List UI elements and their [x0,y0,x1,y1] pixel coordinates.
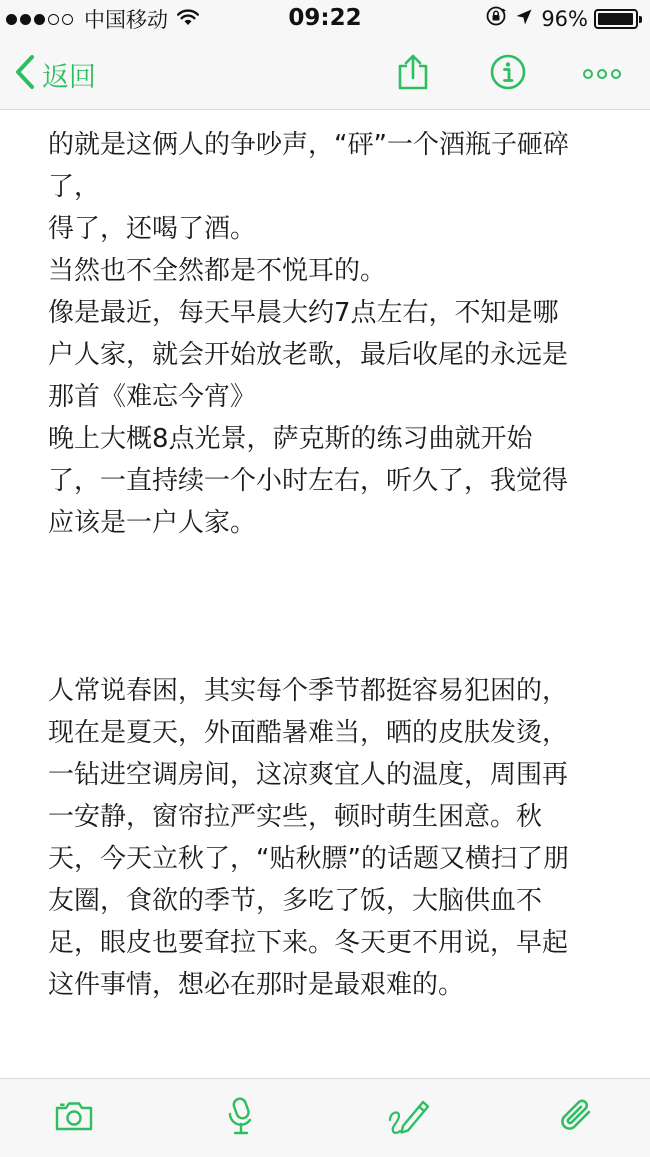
carrier-name: 中国移动 [84,8,168,32]
note-line [48,586,610,628]
note-line: 人常说春困，其实每个季节都挺容易犯困的， [48,676,569,706]
note-line [48,110,610,124]
chevron-left-icon [14,54,36,94]
bottom-toolbar [0,1078,650,1157]
camera-icon [54,1100,94,1136]
note-line: 足，眼皮也要耷拉下来。冬天更不用说，早起 [48,928,569,958]
share-icon [396,53,430,95]
note-line: 像是最近，每天早晨大约7点左右，不知是哪 [48,298,559,328]
note-line: 友圈，食欲的季节，多吃了饭，大脑供血不 [48,886,543,916]
info-icon [489,53,527,95]
note-line [48,628,610,670]
nav-bar [0,38,650,110]
handwriting-icon [387,1096,431,1140]
note-line: 这件事情，想必在那时是最艰难的。 [48,970,465,1000]
voice-button[interactable] [218,1095,264,1141]
attachment-icon [556,1096,596,1140]
location-icon [515,7,533,32]
note-line: 户人家，就会开始放老歌，最后收尾的永远是 [48,340,569,370]
attachment-button[interactable] [553,1095,599,1141]
note-text[interactable] [48,110,610,1006]
note-line: 了， [48,172,101,202]
more-button[interactable] [578,50,626,98]
note-line: 得了，还喝了酒。 [48,214,257,244]
handwriting-button[interactable] [386,1095,432,1141]
status-time: 09:22 [288,5,362,31]
note-line: 应该是一户人家。 [48,508,257,538]
back-label: 返回 [42,61,96,93]
status-right [485,5,638,33]
battery-level [598,13,633,25]
note-line: 晚上大概8点光景，萨克斯的练习曲就开始 [48,424,533,454]
note-line: 那首《难忘今宵》 [48,382,257,412]
note-line: 一钻进空调房间，这凉爽宜人的温度，周围再 [48,760,569,790]
note-line: 了，一直持续一个小时左右，听久了，我觉得 [48,466,569,496]
info-button[interactable] [484,50,532,98]
camera-button[interactable] [51,1095,97,1141]
note-line [48,544,610,586]
note-line: 现在是夏天，外面酷暑难当，晒的皮肤发烫， [48,718,569,748]
orientation-lock-icon [485,5,507,33]
note-line: 一安静，窗帘拉严实些，顿时萌生困意。秋 [48,802,543,832]
note-line: 当然也不全然都是不悦耳的。 [48,256,387,286]
note-line: 的就是这俩人的争吵声，“砰”一个酒瓶子砸碎 [48,130,569,160]
note-line: 天，今天立秋了，“贴秋膘”的话题又横扫了朋 [48,844,569,874]
battery-icon [594,9,638,29]
note-content[interactable] [0,110,650,1078]
back-button[interactable] [14,52,96,96]
share-button[interactable] [389,50,437,98]
status-bar [0,0,650,38]
battery-percent: 96% [541,7,588,31]
microphone-icon [224,1096,258,1140]
more-icon [582,65,622,84]
